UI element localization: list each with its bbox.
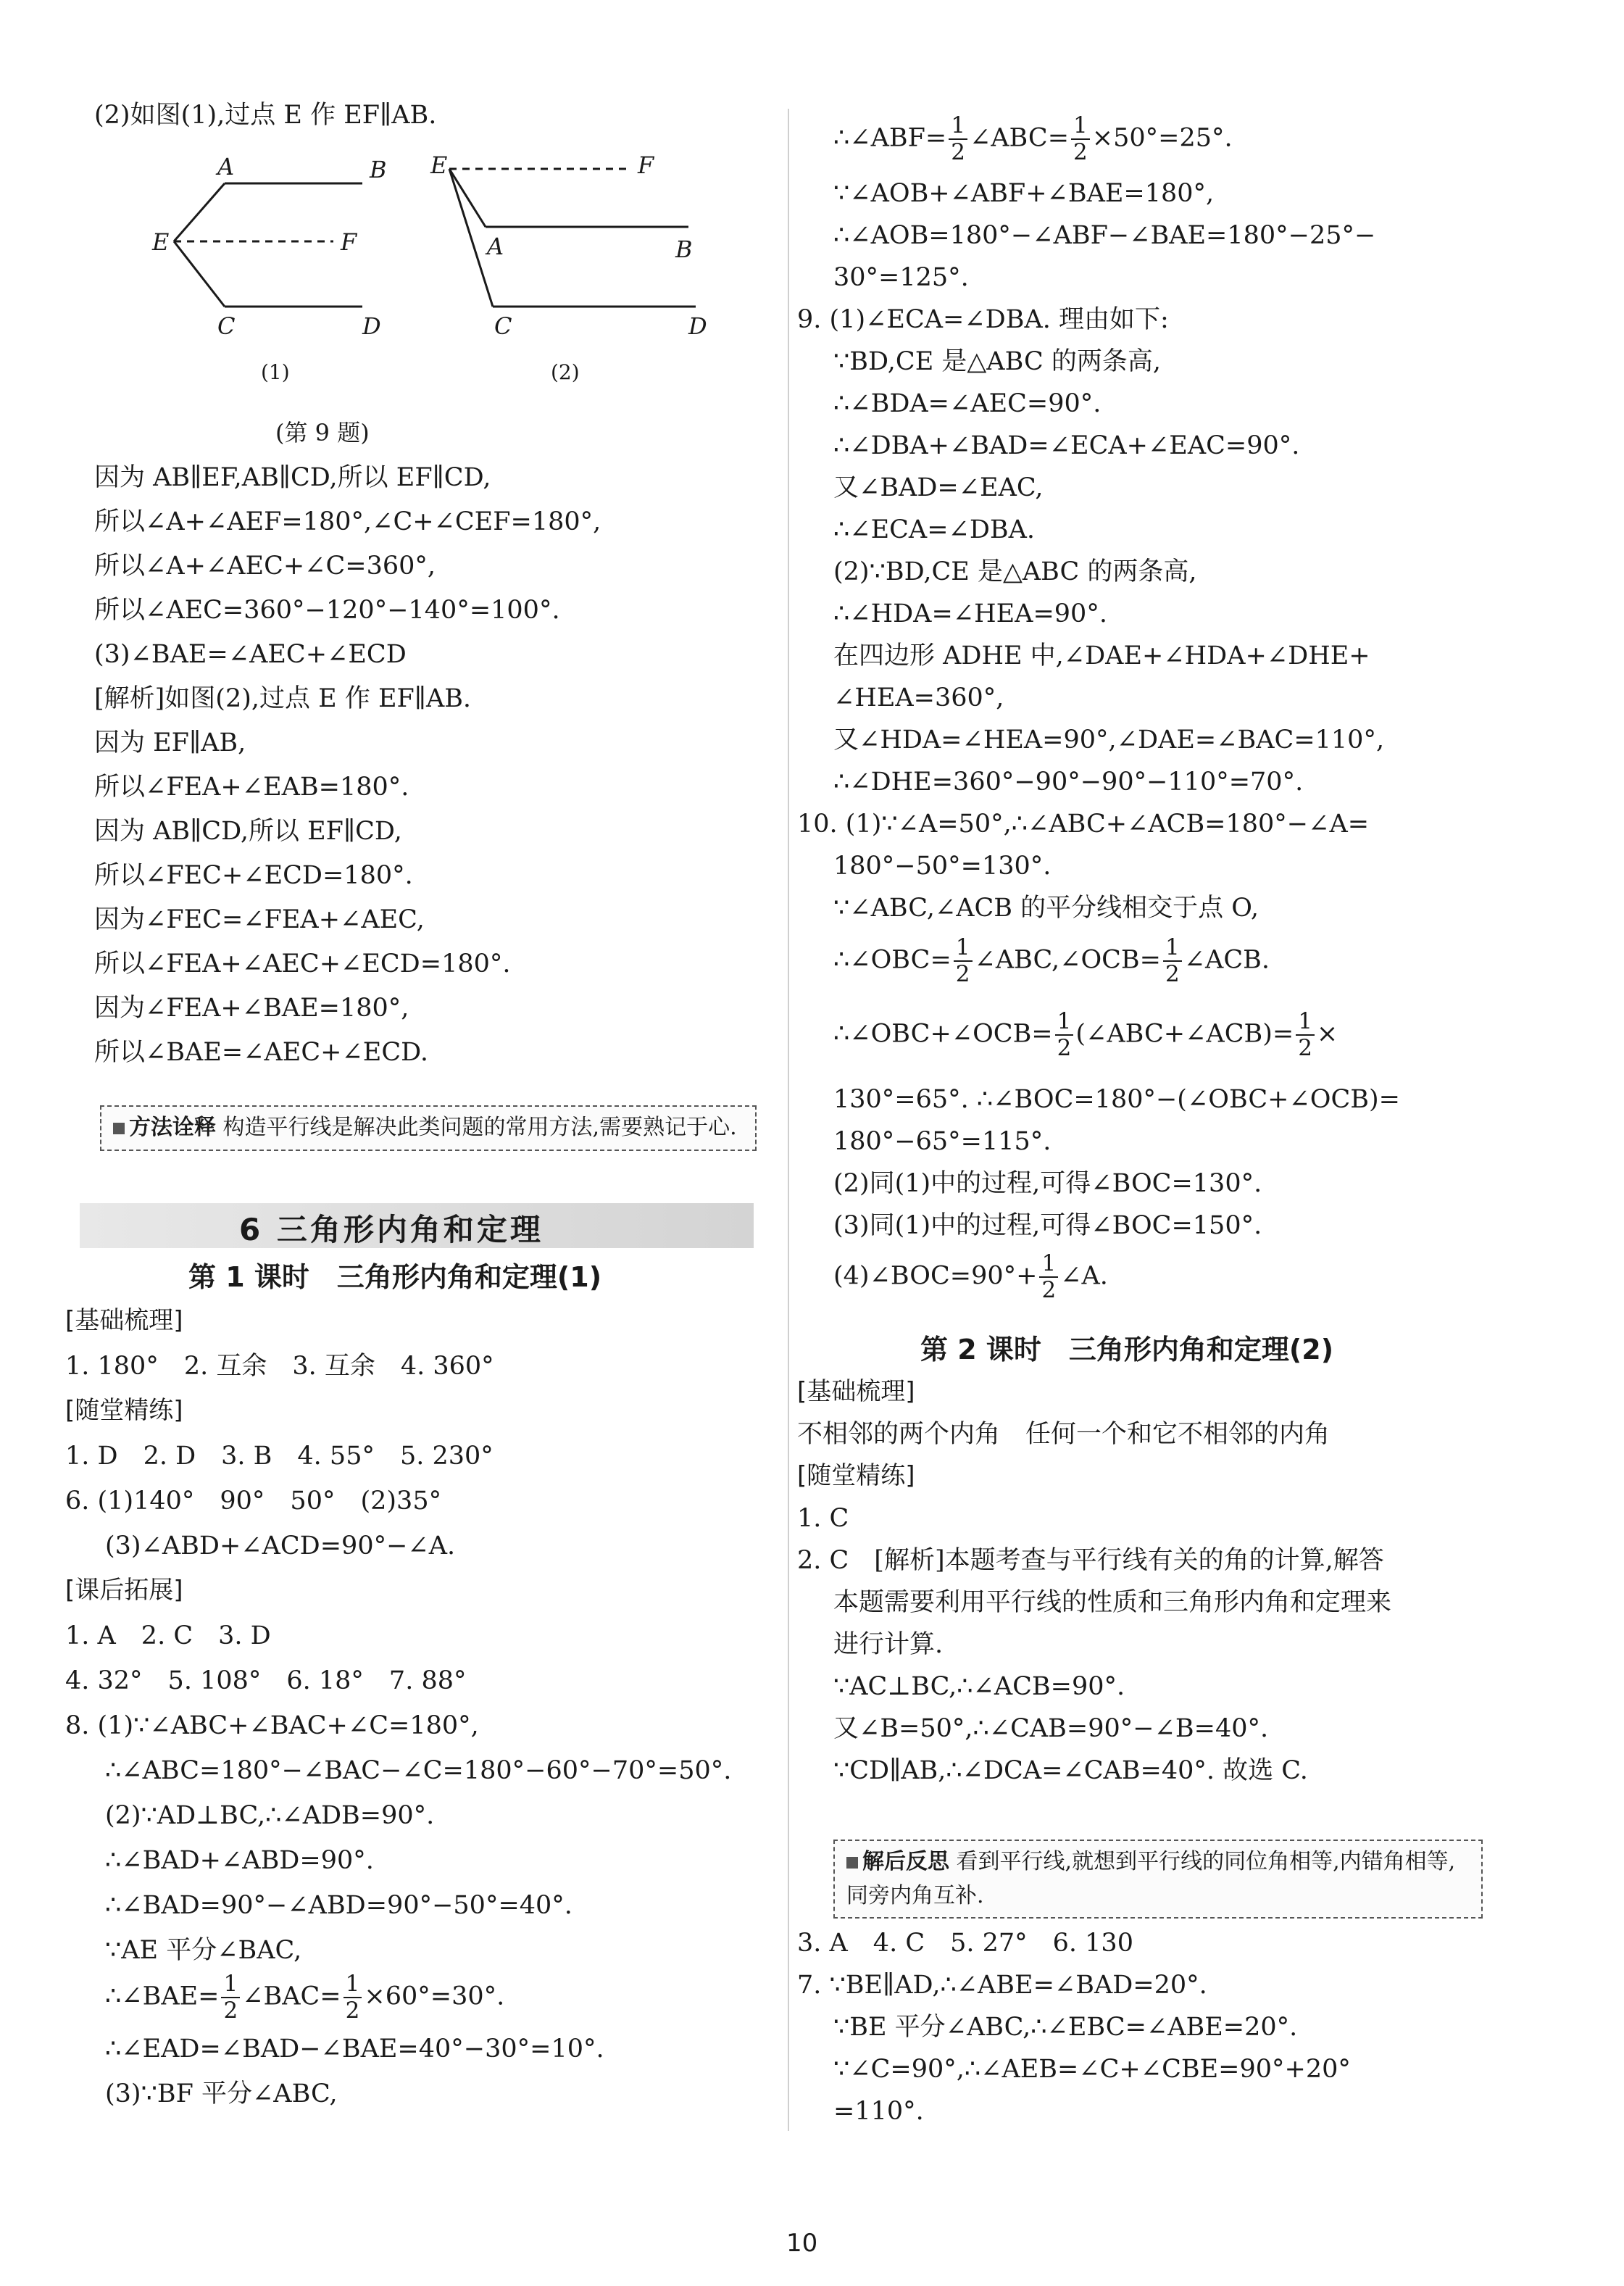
- fraction-numerator: 1: [1296, 1010, 1315, 1036]
- answer-line: (3)∵BF 平分∠ABC,: [105, 2079, 338, 2108]
- answer-line: ∴∠DHE=360°−90°−90°−110°=70°.: [833, 768, 1304, 797]
- method-note-tag: 方法诠释: [113, 1111, 216, 1145]
- answer-line: 180°−65°=115°.: [833, 1127, 1052, 1156]
- text-segment: ∠ABC,∠OCB=: [974, 945, 1161, 975]
- fig1-label-f: F: [341, 228, 357, 256]
- text-line: 所以∠FEA+∠EAB=180°.: [94, 773, 409, 802]
- column-divider: [788, 109, 789, 2131]
- fig1-label-c: C: [217, 312, 236, 340]
- answer-line: 7. ∵BE∥AD,∴∠ABE=∠BAD=20°.: [797, 1971, 1207, 2000]
- text-segment: ∠BAC=: [242, 1982, 341, 2011]
- reflection-note-tag: 解后反思: [846, 1845, 949, 1879]
- reflection-note: [833, 1840, 1483, 1919]
- fraction: [343, 1973, 362, 2022]
- answer-line: 130°=65°. ∴∠BOC=180°−(∠OBC+∠OCB)=: [833, 1085, 1400, 1114]
- text-line: 因为 AB∥CD,所以 EF∥CD,: [94, 817, 402, 846]
- text-segment: ×60°=30°.: [364, 1982, 505, 2011]
- answer-line: ∠HEA=360°,: [833, 683, 1004, 712]
- fraction-denominator: 2: [223, 1998, 238, 2024]
- text-line: 所以∠A+∠AEF=180°,∠C+∠CEF=180°,: [94, 507, 601, 536]
- method-note-text: 构造平行线是解决此类问题的常用方法,需要熟记于心.: [222, 1115, 737, 1140]
- answer-line: ∵AE 平分∠BAC,: [105, 1936, 302, 1965]
- text-line: 因为∠FEA+∠BAE=180°,: [94, 994, 409, 1023]
- text-segment: ∴∠OBC+∠OCB=: [833, 1019, 1053, 1049]
- fig2-line-ea: [449, 169, 486, 227]
- text-segment: ×50°=25°.: [1091, 123, 1233, 153]
- lesson-title: 第 2 课时 三角形内角和定理(2): [920, 1334, 1334, 1366]
- answer-line: ∵∠C=90°,∴∠AEB=∠C+∠CBE=90°+20°: [833, 2055, 1351, 2084]
- fig1-line-ae: [174, 183, 225, 241]
- fraction-denominator: 2: [955, 961, 970, 987]
- fig1-caption: (1): [261, 360, 290, 384]
- answer-line: 不相邻的两个内角 任何一个和它不相邻的内角: [797, 1420, 1331, 1449]
- text-line: 所以∠AEC=360°−120°−140°=100°.: [94, 596, 560, 625]
- fig2-line-ec: [449, 169, 493, 307]
- answer-line: =110°.: [833, 2097, 924, 2126]
- fraction-numerator: 1: [1055, 1010, 1074, 1036]
- text-line: (3)∠BAE=∠AEC+∠ECD: [94, 640, 407, 669]
- text-segment: ∴∠ABF=: [833, 123, 947, 153]
- fig1-label-d: D: [362, 312, 381, 340]
- fraction: [1163, 936, 1182, 986]
- fig2-label-c: C: [494, 312, 512, 340]
- text-segment: ×: [1316, 1019, 1338, 1049]
- answer-line: (2)同(1)中的过程,可得∠BOC=130°.: [833, 1169, 1262, 1198]
- answer-line: ∵AC⊥BC,∴∠ACB=90°.: [833, 1672, 1125, 1701]
- fraction: [221, 1973, 240, 2022]
- answer-line: 又∠BAD=∠EAC,: [833, 473, 1044, 502]
- fraction-denominator: 2: [1057, 1035, 1072, 1061]
- answer-line-fraction: [105, 1973, 504, 2022]
- text-segment: ∴∠BAE=: [105, 1982, 220, 2011]
- answer-line: 30°=125°.: [833, 263, 969, 292]
- fig2-label-d: D: [688, 312, 707, 340]
- answer-line: (3)同(1)中的过程,可得∠BOC=150°.: [833, 1211, 1262, 1240]
- answer-line: ∵∠AOB+∠ABF+∠BAE=180°,: [833, 179, 1215, 208]
- answer-line: ∴∠HDA=∠HEA=90°.: [833, 599, 1107, 628]
- lesson-title: 第 1 课时 三角形内角和定理(1): [188, 1261, 602, 1293]
- answer-line: ∵BE 平分∠ABC,∴∠EBC=∠ABE=20°.: [833, 2013, 1298, 2042]
- page-number: 10: [786, 2229, 818, 2258]
- answer-line: 1. C: [797, 1504, 849, 1533]
- fraction-denominator: 2: [951, 139, 965, 165]
- fraction: [1296, 1010, 1315, 1060]
- fig2-label-a: A: [487, 233, 504, 260]
- answer-line: 在四边形 ADHE 中,∠DAE+∠HDA+∠DHE+: [833, 641, 1370, 670]
- section-label-kehou: [课后拓展]: [65, 1576, 183, 1605]
- text-line: (2)如图(1),过点 E 作 EF∥AB.: [94, 101, 437, 130]
- answer-line: ∵BD,CE 是△ABC 的两条高,: [833, 347, 1161, 376]
- fraction-denominator: 2: [1165, 961, 1180, 987]
- answer-line: ∴∠ABC=180°−∠BAC−∠C=180°−60°−70°=50°.: [105, 1756, 732, 1785]
- fig1-line-ec: [174, 241, 225, 307]
- fig1-label-a: A: [217, 153, 235, 180]
- answer-line: ∴∠DBA+∠BAD=∠ECA+∠EAC=90°.: [833, 431, 1300, 460]
- text-line: 所以∠BAE=∠AEC+∠ECD.: [94, 1038, 429, 1067]
- answer-line: 又∠HDA=∠HEA=90°,∠DAE=∠BAC=110°,: [833, 726, 1385, 755]
- answer-line: ∵CD∥AB,∴∠DCA=∠CAB=40°. 故选 C.: [833, 1756, 1308, 1785]
- answer-line: (3)∠ABD+∠ACD=90°−∠A.: [105, 1531, 456, 1560]
- fraction: [1071, 112, 1090, 165]
- answer-line: 180°−50°=130°.: [833, 852, 1052, 881]
- fig2-label-b: B: [675, 236, 693, 263]
- answer-line: 又∠B=50°,∴∠CAB=90°−∠B=40°.: [833, 1714, 1269, 1743]
- answer-line: ∴∠BAD+∠ABD=90°.: [105, 1846, 374, 1875]
- figure-caption: (第 9 题): [275, 419, 370, 446]
- method-note: [100, 1105, 757, 1151]
- answer-line: 8. (1)∵∠ABC+∠BAC+∠C=180°,: [65, 1711, 479, 1740]
- fraction-numerator: 1: [221, 1973, 240, 1998]
- fraction: [1055, 1010, 1074, 1060]
- text-segment: ∠ACB.: [1183, 945, 1270, 975]
- text-line: 所以∠FEA+∠AEC+∠ECD=180°.: [94, 949, 511, 978]
- fraction-numerator: 1: [949, 115, 967, 140]
- section-label-jichu: [基础梳理]: [65, 1306, 183, 1335]
- answer-line: 4. 32° 5. 108° 6. 18° 7. 88°: [65, 1666, 467, 1695]
- section-title: 6 三角形内角和定理: [239, 1212, 544, 1247]
- text-line: 因为∠FEC=∠FEA+∠AEC,: [94, 905, 425, 934]
- section-label-jichu: [基础梳理]: [797, 1377, 915, 1406]
- text-segment: (4)∠BOC=90°+: [833, 1261, 1038, 1291]
- answer-line: 2. C [解析]本题考查与平行线有关的角的计算,解答: [797, 1546, 1384, 1575]
- answer-line: 9. (1)∠ECA=∠DBA. 理由如下:: [797, 305, 1169, 334]
- section-label-suitang: [随堂精练]: [65, 1396, 183, 1425]
- answer-line: (2)∵BD,CE 是△ABC 的两条高,: [833, 557, 1197, 586]
- answer-line: ∴∠BAD=90°−∠ABD=90°−50°=40°.: [105, 1891, 572, 1920]
- fig2-label-e: E: [430, 151, 448, 179]
- fraction-denominator: 2: [345, 1998, 360, 2024]
- fig2-label-f: F: [638, 151, 654, 179]
- fig1-label-e: E: [152, 228, 170, 256]
- answer-line: ∵∠ABC,∠ACB 的平分线相交于点 O,: [833, 894, 1259, 923]
- fraction-denominator: 2: [1041, 1277, 1057, 1303]
- answer-line: 10. (1)∵∠A=50°,∴∠ABC+∠ACB=180°−∠A=: [797, 810, 1370, 839]
- fraction-numerator: 1: [1163, 936, 1182, 962]
- figure-9: [152, 147, 754, 394]
- fraction: [954, 936, 973, 986]
- fraction-numerator: 1: [1071, 115, 1090, 140]
- answer-line: ∴∠EAD=∠BAD−∠BAE=40°−30°=10°.: [105, 2034, 604, 2063]
- fraction-numerator: 1: [1039, 1252, 1058, 1278]
- text-line: 因为 EF∥AB,: [94, 728, 246, 757]
- answer-line: 1. A 2. C 3. D: [65, 1621, 271, 1650]
- answer-line: ∴∠AOB=180°−∠ABF−∠BAE=180°−25°−: [833, 221, 1376, 250]
- answer-line-fraction: [833, 1252, 1108, 1302]
- answer-line: ∴∠ECA=∠DBA.: [833, 515, 1036, 544]
- text-line: 所以∠FEC+∠ECD=180°.: [94, 861, 413, 890]
- text-line: 因为 AB∥EF,AB∥CD,所以 EF∥CD,: [94, 463, 491, 492]
- text-line: 所以∠A+∠AEC+∠C=360°,: [94, 552, 436, 581]
- fraction-denominator: 2: [1298, 1035, 1312, 1061]
- text-line: [解析]如图(2),过点 E 作 EF∥AB.: [94, 684, 472, 713]
- answer-line: 1. 180° 2. 互余 3. 互余 4. 360°: [65, 1352, 494, 1381]
- fraction-numerator: 1: [954, 936, 973, 962]
- fraction: [1039, 1252, 1058, 1302]
- answer-line: ∴∠BDA=∠AEC=90°.: [833, 389, 1102, 418]
- answer-line: 1. D 2. D 3. B 4. 55° 5. 230°: [65, 1442, 494, 1471]
- answer-line: 6. (1)140° 90° 50° (2)35°: [65, 1487, 442, 1516]
- answer-line: 本题需要利用平行线的性质和三角形内角和定理来: [833, 1588, 1392, 1617]
- fraction-denominator: 2: [1073, 139, 1088, 165]
- fraction-numerator: 1: [343, 1973, 362, 1998]
- answer-line-fraction: [833, 1010, 1338, 1060]
- text-segment: ∴∠OBC=: [833, 945, 952, 975]
- section-label-suitang: [随堂精练]: [797, 1461, 915, 1490]
- fig1-label-b: B: [370, 156, 387, 183]
- text-segment: ∠A.: [1060, 1261, 1108, 1291]
- answer-line-fraction: [833, 936, 1270, 986]
- answer-line: (2)∵AD⊥BC,∴∠ADB=90°.: [105, 1801, 435, 1830]
- text-segment: (∠ABC+∠ACB)=: [1075, 1019, 1294, 1049]
- fig2-caption: (2): [551, 360, 580, 384]
- answer-line-fraction: [833, 112, 1233, 165]
- reflection-note-text: 看到平行线,就想到平行线的同位角相等,内错角相等,同旁内角互补.: [846, 1849, 1456, 1908]
- text-segment: ∠ABC=: [969, 123, 1070, 153]
- answer-line: 进行计算.: [833, 1630, 944, 1659]
- fraction: [949, 112, 967, 165]
- answer-line: 3. A 4. C 5. 27° 6. 130: [797, 1929, 1133, 1958]
